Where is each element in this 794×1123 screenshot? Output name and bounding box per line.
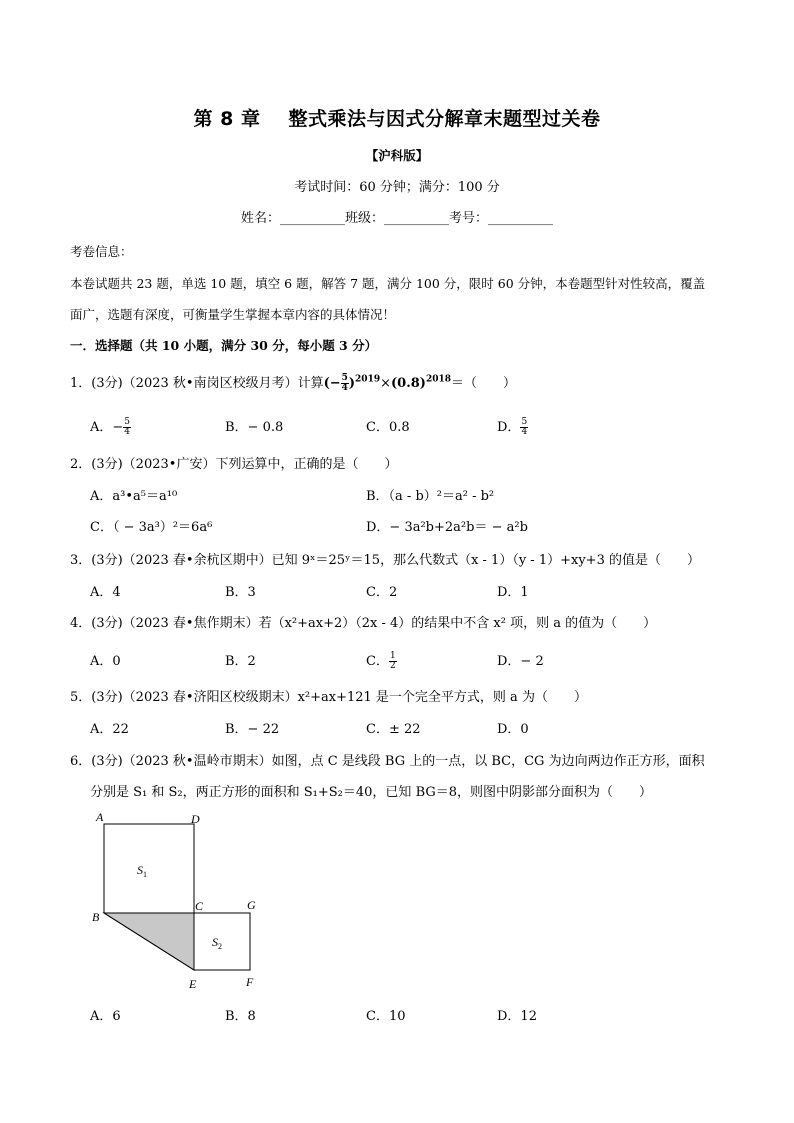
q1-option-a[interactable]: A．− $\frac{5}{4}$ xyxy=(90,417,131,437)
q4-option-c[interactable]: C． $\frac{1}{2}$ xyxy=(366,651,396,671)
info-heading: 考卷信息： xyxy=(70,244,133,259)
q3-option-a[interactable]: A．4 xyxy=(90,585,121,600)
question-6-line-2: 分别是 S₁ 和 S₂，两正方形的面积和 S₁+S₂＝40，已知 BG＝8，则图中阴影部分面积为（ ） xyxy=(90,785,653,800)
label-c: C xyxy=(195,899,204,913)
q4-option-d[interactable]: D．− 2 xyxy=(497,654,544,669)
label-s2: $S_2$ xyxy=(212,935,222,951)
q5-option-a[interactable]: A．22 xyxy=(90,722,129,737)
q6-option-d[interactable]: D．12 xyxy=(497,1009,537,1024)
question-2: 2．(3分)（2023•广安）下列运算中，正确的是（ ） xyxy=(70,457,398,472)
label-e: E xyxy=(189,977,197,991)
label-b: B xyxy=(92,910,100,924)
q1-option-b[interactable]: B．− 0.8 xyxy=(225,420,284,435)
page-title: 第 8 章 整式乘法与因式分解章末题型过关卷 xyxy=(193,108,601,130)
q5-option-d[interactable]: D．0 xyxy=(497,722,529,737)
info-line-1: 本卷试题共 23 题，单选 10 题，填空 6 题，解答 7 题，满分 100 分，限时 60 分钟，本卷题型针对性较高，覆盖 xyxy=(70,276,706,291)
label-f: F xyxy=(246,975,254,989)
question-1: 1．(3分)（2023 秋•南岗区校级月考）计算(− $\frac{5}{4}$ )$^{2019}\times(0.8)^{2018}=$（ ） xyxy=(70,373,517,393)
q3-option-d[interactable]: D．1 xyxy=(497,585,529,600)
q3-option-b[interactable]: B．3 xyxy=(225,585,256,600)
q3-option-c[interactable]: C．2 xyxy=(366,585,398,600)
q2-option-c[interactable]: C．（ − 3a³）²＝6a⁶ xyxy=(90,520,213,535)
question-6-line-1: 6．(3分)（2023 秋•温岭市期末）如图，点 C 是线段 BG 上的一点，以 BC，CG 为边向两边作正方形，面积 xyxy=(70,754,705,769)
question-4: 4．(3分)（2023 春•焦作期末）若（x²+ax+2）（2x - 4）的结果中不含 x² 项，则 a 的值为（ ） xyxy=(70,616,657,631)
label-g: G xyxy=(247,898,256,912)
q4-option-a[interactable]: A．0 xyxy=(90,654,121,669)
square-s2 xyxy=(194,913,250,970)
q1-option-d[interactable]: D． $\frac{5}{4}$ xyxy=(497,417,528,437)
square-s1 xyxy=(104,824,194,913)
label-s1: $S_1$ xyxy=(137,863,147,879)
q6-option-b[interactable]: B．8 xyxy=(225,1009,256,1024)
q2-option-d[interactable]: D．− 3a²b+2a²b＝ − a²b xyxy=(366,520,528,535)
exam-info: 考试时间：60 分钟；满分：100 分 xyxy=(294,180,500,195)
q6-option-c[interactable]: C．10 xyxy=(366,1009,406,1024)
q2-option-b[interactable]: B．（a - b）²＝a² - b² xyxy=(366,489,495,504)
q2-option-a[interactable]: A．a³•a⁵＝a¹⁰ xyxy=(90,489,178,504)
label-a: A xyxy=(96,810,104,824)
q5-option-c[interactable]: C．± 22 xyxy=(366,722,421,737)
edition-label: 【沪科版】 xyxy=(365,148,429,163)
student-fields: 姓名：__________班级：__________考号：__________ xyxy=(240,211,553,226)
q5-option-b[interactable]: B．− 22 xyxy=(225,722,280,737)
info-line-2: 面广，选题有深度，可衡量学生掌握本章内容的具体情况！ xyxy=(70,307,396,322)
q4-option-b[interactable]: B．2 xyxy=(225,654,256,669)
q1-option-c[interactable]: C．0.8 xyxy=(366,420,410,435)
question-5: 5．(3分)（2023 春•济阳区校级期末）x²+ax+121 是一个完全平方式，则 a 为（ ） xyxy=(70,690,587,705)
section-heading: 一．选择题（共 10 小题，满分 30 分，每小题 3 分） xyxy=(70,338,378,353)
question-3: 3．(3分)（2023 春•余杭区期中）已知 9ˣ＝25ʸ＝15，那么代数式（x - 1）（y - 1）+xy+3 的值是（ ） xyxy=(70,553,700,568)
q6-option-a[interactable]: A．6 xyxy=(90,1009,121,1024)
label-d: D xyxy=(191,812,200,826)
geometry-diagram xyxy=(84,808,284,998)
